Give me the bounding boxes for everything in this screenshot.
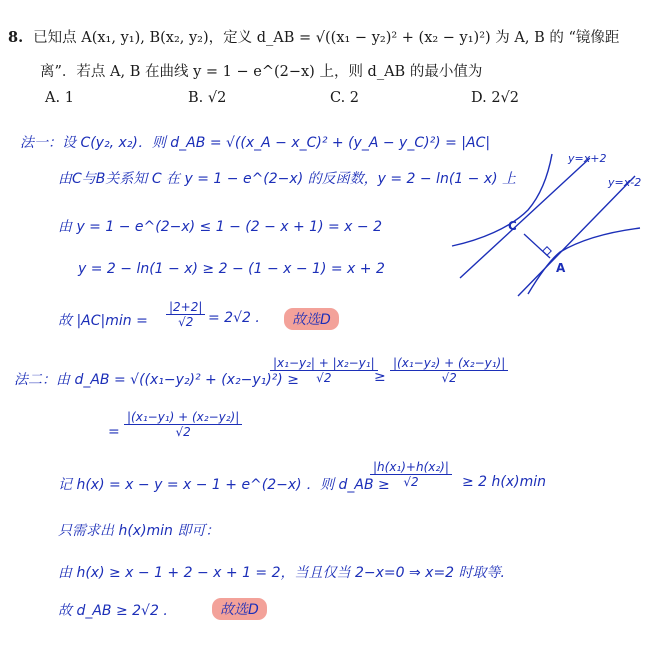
right-angle-mark xyxy=(543,247,551,255)
method2-line-4: 只需求出 h(x)min 即可： xyxy=(58,523,220,539)
method2-fraction-3 xyxy=(124,410,242,439)
method2-geq: ≥ xyxy=(374,369,386,385)
method2-fraction-1-den: √2 xyxy=(316,371,332,385)
method2-fraction-2 xyxy=(390,356,508,385)
method2-answer-highlight: 故选D xyxy=(212,598,267,620)
method2-fraction-4 xyxy=(370,460,452,489)
curve-upper xyxy=(452,154,552,246)
method2-line-1-prefix: 法二：由 d_AB = √((x₁−y₂)² + (x₂−y₁)²) ≥ xyxy=(14,372,299,388)
label-y-x-minus-2: y=x-2 xyxy=(608,176,642,189)
method1-line-4: y = 2 − ln(1 − x) ≥ 2 − (1 − x − 1) = x + 2 xyxy=(78,261,385,277)
method2-line-5: 由 h(x) ≥ x − 1 + 2 − x + 1 = 2，当且仅当 2−x=0 ⇒ x=2 时取等. xyxy=(58,565,505,581)
method2-line-3-prefix: 记 h(x) = x − y = x − 1 + e^(2−x) ．则 d_AB ≥ xyxy=(58,477,390,493)
method2-fraction-4-num: |h(x₁)+h(x₂)| xyxy=(370,460,452,475)
method2-fraction-4-den: √2 xyxy=(403,475,419,489)
method1-line-2: 由C与B关系知 C 在 y = 1 − e^(2−x) 的反函数，y = 2 − ln(1 − x) 上 xyxy=(58,171,517,187)
method2-fraction-3-den: √2 xyxy=(175,425,191,439)
method2-line-3-suffix: ≥ 2 h(x)min xyxy=(462,474,547,490)
method2-fraction-1-num: |x₁−y₂| + |x₂−y₁| xyxy=(270,356,378,371)
question-line-2: 离”．若点 A, B 在曲线 y = 1 − e^(2−x) 上，则 d_AB 的最小值为 xyxy=(40,64,483,80)
method2-line-6: 故 d_AB ≥ 2√2 . xyxy=(58,603,168,619)
method2-fraction-2-den: √2 xyxy=(441,371,457,385)
label-point-a: A xyxy=(556,261,566,275)
graph-figure xyxy=(440,148,650,298)
line-y-x-minus-2 xyxy=(518,176,635,296)
method1-line-1: 法一：设 C(y₂, x₂)．则 d_AB = √((x_A − x_C)² + (y_A − y_C)²) = |AC| xyxy=(20,135,491,151)
method1-line-5-suffix: = 2√2 . xyxy=(208,310,260,326)
method1-line-3: 由 y = 1 − e^(2−x) ≤ 1 − (2 − x + 1) = x − 2 xyxy=(58,219,383,235)
method2-fraction-3-num: |(x₁−y₁) + (x₂−y₂)| xyxy=(124,410,242,425)
question-line-1: 8. 已知点 A(x₁, y₁), B(x₂, y₂)，定义 d_AB = √((x₁ − y₂)² + (x₂ − y₁)²) 为 A, B 的 “镜像距 xyxy=(8,29,620,46)
option-b: B. √2 xyxy=(188,90,227,106)
method1-fraction xyxy=(166,300,205,329)
label-y-x-plus-2: y=x+2 xyxy=(568,152,607,165)
method2-fraction-1 xyxy=(270,356,378,385)
line-y-x-plus-2 xyxy=(460,158,590,278)
method2-fraction-2-num: |(x₁−y₂) + (x₂−y₁)| xyxy=(390,356,508,371)
question-number: 8. xyxy=(8,29,24,46)
label-point-c: C xyxy=(508,219,517,233)
method1-answer-highlight: 故选D xyxy=(284,308,339,330)
method2-line-2-prefix: = xyxy=(108,424,120,440)
method1-fraction-den: √2 xyxy=(178,315,194,329)
curve-lower xyxy=(528,228,640,294)
option-c: C. 2 xyxy=(330,90,360,106)
option-d: D. 2√2 xyxy=(471,90,520,106)
option-a: A. 1 xyxy=(45,90,74,106)
method1-line-5-prefix: 故 |AC|min = xyxy=(58,313,148,329)
method1-fraction-num: |2+2| xyxy=(166,300,205,315)
